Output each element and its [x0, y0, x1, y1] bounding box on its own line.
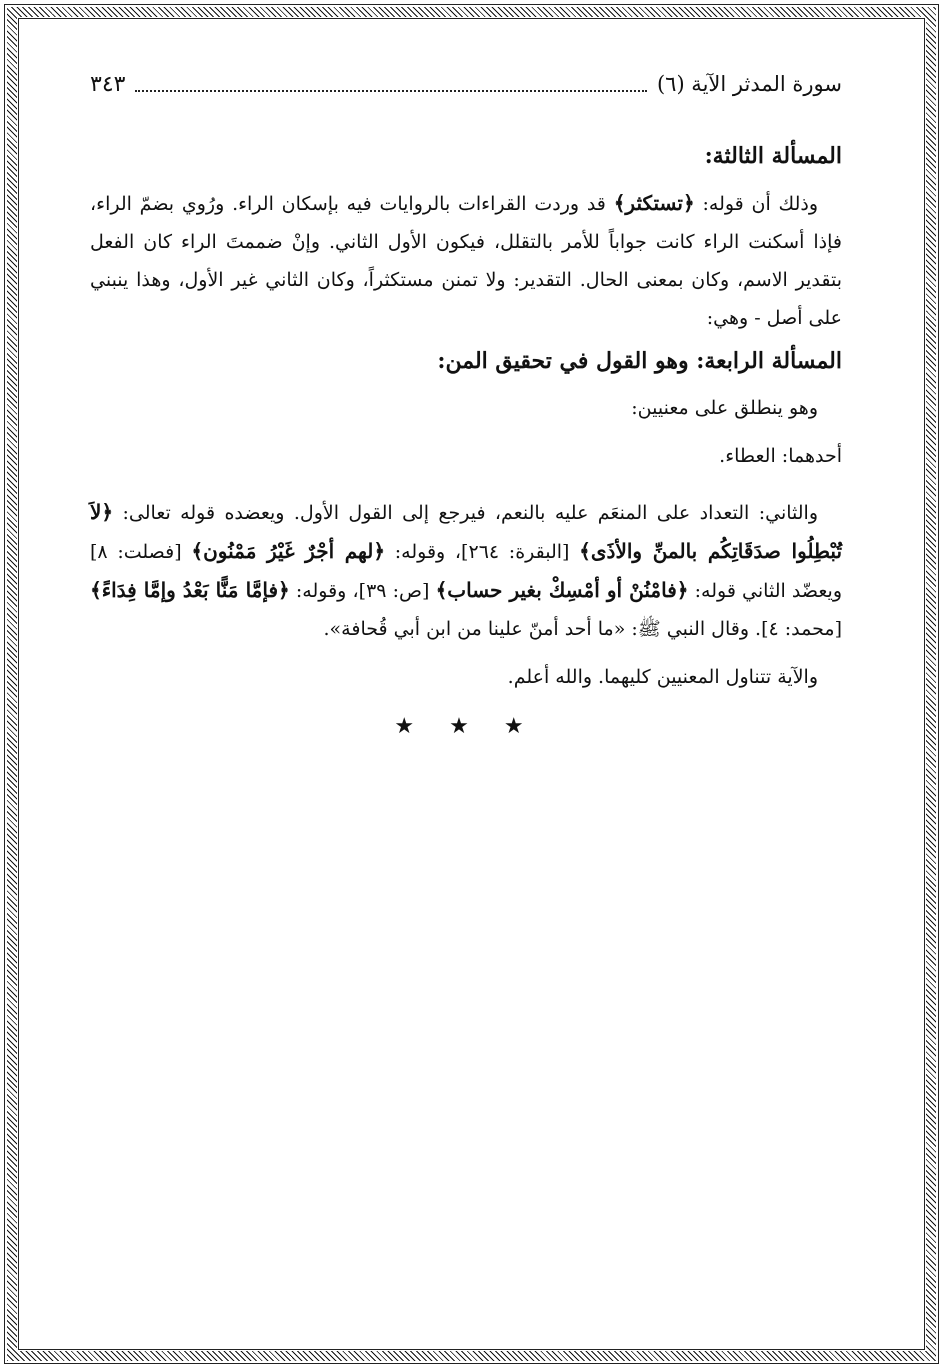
section-3-paragraph: وذلك أن قوله: ﴿تستكثر﴾ قد وردت القراءات بالروايات فيه بإسكان الراء. ورُوي بضمّ الراء، فإذا أسكنت الراء كانت جواباً للأمر بالتقلل، فيكون الأول الثاني. وإنْ ضممتَ الراء كان الفعل بتقدير الاسم، وكان بمعنى الحال. التقدير: ولا تمنن مستكثراً، وكان الثاني غير الأول، وهذا ينبني على أصل - وهي: [90, 191, 842, 329]
section-separator-stars: ★ ★ ★ [394, 714, 538, 739]
quran-quote: ﴿فامْنُنْ أو أمْسِكْ بغير حساب﴾ [435, 578, 689, 602]
meaning-one: أحدهما: العطاء. [719, 445, 842, 467]
quran-quote: ﴿فإمَّا مَنًّا بَعْدُ وإمَّا فِدَاءً﴾ [90, 578, 290, 602]
closing-line: والآية تتناول المعنيين كليهما. والله أعلم. [507, 666, 818, 688]
quran-quote: ﴿لهم أجْرٌ غَيْرُ مَمْنُون﴾ [191, 539, 386, 563]
section-3-heading: المسألة الثالثة: [704, 143, 842, 169]
quran-quote: ﴿لاَ تُبْطِلُوا صدَقَاتِكُم بالمنِّ والأذَى﴾ [90, 500, 843, 563]
quran-quote: ﴿تستكثر﴾ [613, 191, 695, 215]
section-4-heading: المسألة الرابعة: وهو القول في تحقيق المن: [437, 348, 842, 374]
page-content [90, 64, 842, 1264]
page-number: ٣٤٣ [90, 71, 126, 97]
section-4-intro: وهو ينطلق على معنيين: [631, 397, 818, 419]
header-title: سورة المدثر الآية (٦) [656, 72, 842, 96]
meaning-two-paragraph: والثاني: التعداد على المنعَم عليه بالنعم، فيرجع إلى القول الأول. ويعضده قوله تعالى: ﴿لاَ تُبْطِلُوا صدَقَاتِكُم بالمنِّ والأذَى﴾ [البقرة: ٢٦٤]، وقوله: ﴿لهم أجْرٌ غَيْرُ مَمْنُون﴾ [فصلت: ٨] ويعضّد الثاني قوله: ﴿فامْنُنْ أو أمْسِكْ بغير حساب﴾ [ص: ٣٩]، وقوله: ﴿فإمَّا مَنًّا بَعْدُ وإمَّا فِدَاءً﴾ [محمد: ٤]. وقال النبي ﷺ: «ما أحد أمنّ علينا من ابن أبي قُحافة». [90, 500, 843, 640]
header-dot-leader [135, 76, 647, 92]
running-header [90, 64, 842, 104]
